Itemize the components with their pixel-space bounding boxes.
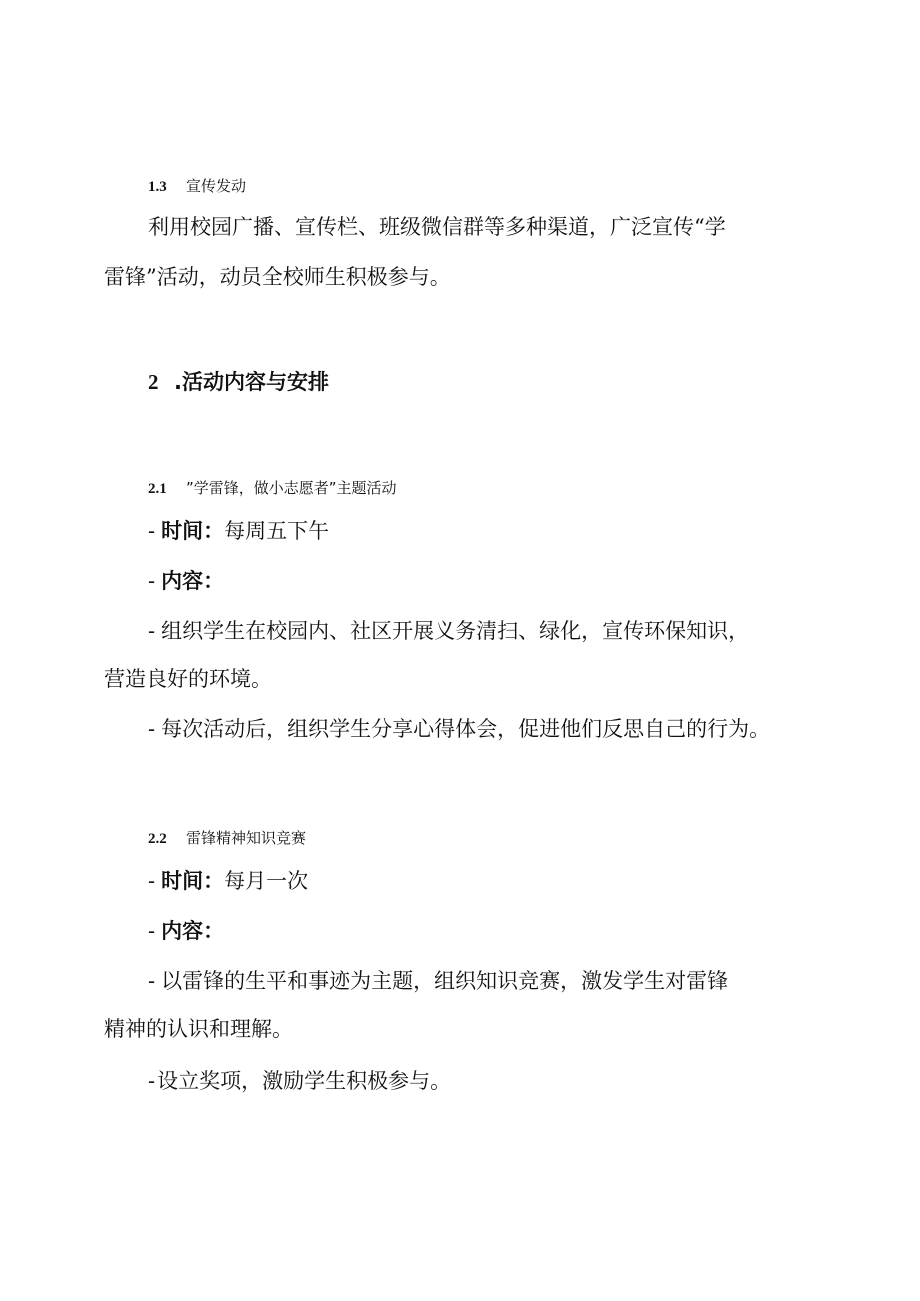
section-number: 1.3 <box>148 179 167 195</box>
list-item <box>148 616 749 646</box>
list-item-text: 设立奖项，激励学生积极参与。 <box>157 1069 452 1093</box>
section-2-heading <box>148 368 329 396</box>
section-title: 雷锋精神知识竞赛 <box>186 829 307 847</box>
bullet-dash: - <box>148 869 156 893</box>
bullet-dash: - <box>148 519 156 543</box>
section-number: 2 <box>148 370 159 394</box>
list-item-text: 每次活动后，组织学生分享心得体会，促进他们反思自己的行为。 <box>161 717 771 741</box>
list-item <box>148 1066 451 1096</box>
content-label: 内容： <box>161 919 225 943</box>
bullet-dash: - <box>148 619 156 643</box>
section-number: 2.1 <box>148 481 167 497</box>
content-line <box>148 566 224 596</box>
list-item-continuation: 精神的认识和理解。 <box>104 1017 293 1041</box>
list-item-text: 组织学生在校园内、社区开展义务清扫、绿化，宣传环保知识， <box>161 619 750 643</box>
time-line <box>148 866 308 896</box>
content-line <box>148 916 224 946</box>
section-1-3-heading <box>148 176 246 197</box>
content-label: 内容： <box>161 569 225 593</box>
paragraph-line: 利用校园广播、宣传栏、班级微信群等多种渠道，广泛宣传“学 <box>148 215 726 239</box>
section-2-2-heading <box>148 828 306 849</box>
section-2-1-heading <box>148 478 397 499</box>
section-title: ”学雷锋，做小志愿者”主题活动 <box>186 479 397 497</box>
list-item-continuation: 营造良好的环境。 <box>104 667 272 691</box>
bullet-dash: - <box>148 1069 156 1093</box>
section-title: .活动内容与安排 <box>174 370 329 394</box>
time-label: 时间： <box>161 869 225 893</box>
time-label: 时间： <box>161 519 225 543</box>
bullet-dash: - <box>148 569 156 593</box>
list-item <box>148 966 728 996</box>
paragraph-line: 雷锋”活动，动员全校师生积极参与。 <box>104 265 451 289</box>
bullet-dash: - <box>148 919 156 943</box>
list-item <box>148 714 770 744</box>
time-line <box>148 516 329 546</box>
bullet-dash: - <box>148 717 156 741</box>
time-value: 每周五下午 <box>224 519 330 543</box>
list-item-text: 以雷锋的生平和事迹为主题，组织知识竞赛，激发学生对雷锋 <box>161 969 729 993</box>
bullet-dash: - <box>148 969 156 993</box>
time-value: 每月一次 <box>224 869 309 893</box>
section-title: 宣传发动 <box>186 177 247 195</box>
section-number: 2.2 <box>148 831 167 847</box>
